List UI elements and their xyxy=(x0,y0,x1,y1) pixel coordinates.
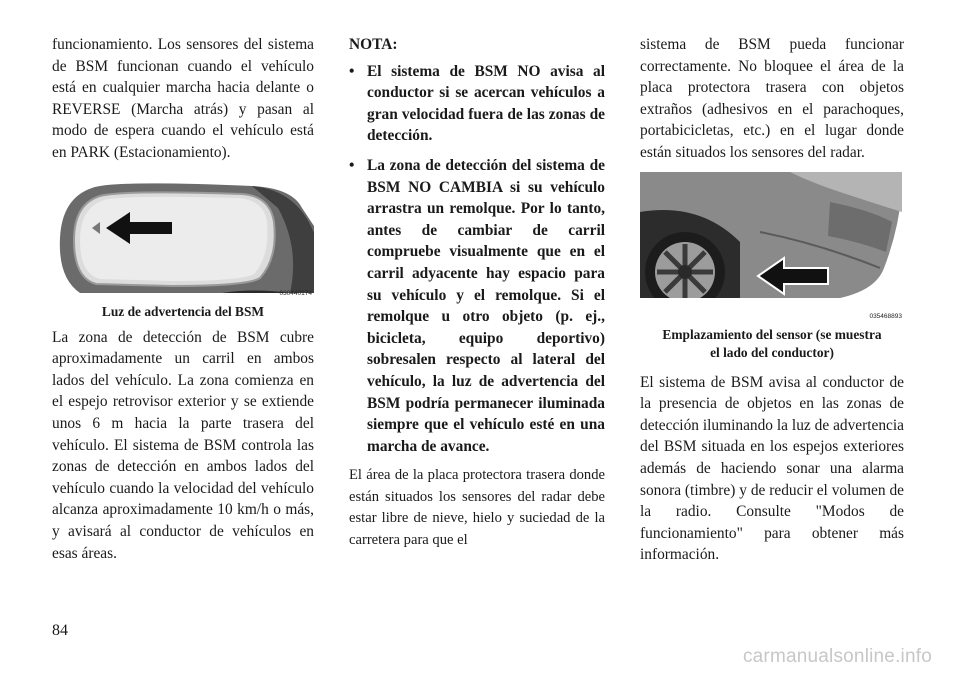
paragraph: El área de la placa protectora trasera donde están situados los sensores del radar debe estar libre de nieve, hielo y suciedad de la carretera para que el xyxy=(349,467,605,549)
column-2 xyxy=(349,34,605,552)
note-item: • El sistema de BSM NO avisa al conductor si se acercan vehículos a gran velocidad fuera de las zonas de detección. xyxy=(349,62,605,145)
figure-caption: Emplazamiento del sensor (se muestra el lado del conductor) xyxy=(662,326,882,360)
figure-caption: Luz de advertencia del BSM xyxy=(101,303,265,319)
page-number: 84 xyxy=(52,622,68,639)
watermark: carmanualsonline.info xyxy=(742,646,932,667)
rear-bumper-illustration xyxy=(640,172,902,316)
bullet-icon: • xyxy=(349,62,355,80)
paragraph: sistema de BSM pueda funcionar correctamente. No bloquee el área de la placa protectora trasera con objetos extraños (adhesivos en el parachoques, portabicicletas, etc.) en el lugar donde están situados los sensores del radar. xyxy=(640,36,904,161)
side-mirror-illustration xyxy=(52,178,314,293)
bullet-icon: • xyxy=(349,156,355,174)
note-item: • La zona de detección del sistema de BSM NO CAMBIA si su vehículo arrastra un remolque. Por lo tanto, antes de cambiar de carril compruebe visualmente que en el carril adyacente hay espacio para su vehículo y el remolque. Si el remolque u otro objeto (p. ej., bicicleta, equipo deportivo) sobresalen respecto al lateral del vehículo, la luz de advertencia del BSM podría permanecer iluminada siempre que el vehículo esté en una marcha de avance. xyxy=(349,156,605,455)
paragraph: La zona de detección de BSM cubre aproximadamente un carril en ambos lados del vehículo. La zona comienza en el espejo retrovisor exterior y se extiende unos 6 m hacia la parte trasera del vehículo. El sistema de BSM controla las zonas de detección en ambos lados del vehículo cuando la velocidad del vehículo alcanza aproximadamente 10 km/h o más, y avisará al conductor de vehículos en esas áreas. xyxy=(52,328,314,562)
figure-code: 030440174 xyxy=(279,289,312,297)
note-list xyxy=(349,61,605,458)
paragraph: funcionamiento. Los sensores del sistema de BSM funcionan cuando el vehículo está en cualquier marcha hacia delante o REVERSE (Marcha atrás) y pasan al modo de espera cuando el vehículo está en PARK (Estacionamiento). xyxy=(52,36,314,161)
column-3 xyxy=(640,34,904,566)
mirror-figure xyxy=(52,178,314,297)
figure-code: 035468893 xyxy=(869,312,902,320)
note-heading: NOTA: xyxy=(349,36,398,53)
column-1 xyxy=(52,34,314,564)
sensor-figure xyxy=(640,172,904,320)
paragraph: El sistema de BSM avisa al conductor de la presencia de objetos en las zonas de detección iluminando la luz de advertencia del BSM situada en los espejos exteriores además de haciendo sonar una alarma sonora (timbre) y de reducir el volumen de la radio. Consulte "Modos de funcionamiento" para obtener más información. xyxy=(640,373,904,564)
